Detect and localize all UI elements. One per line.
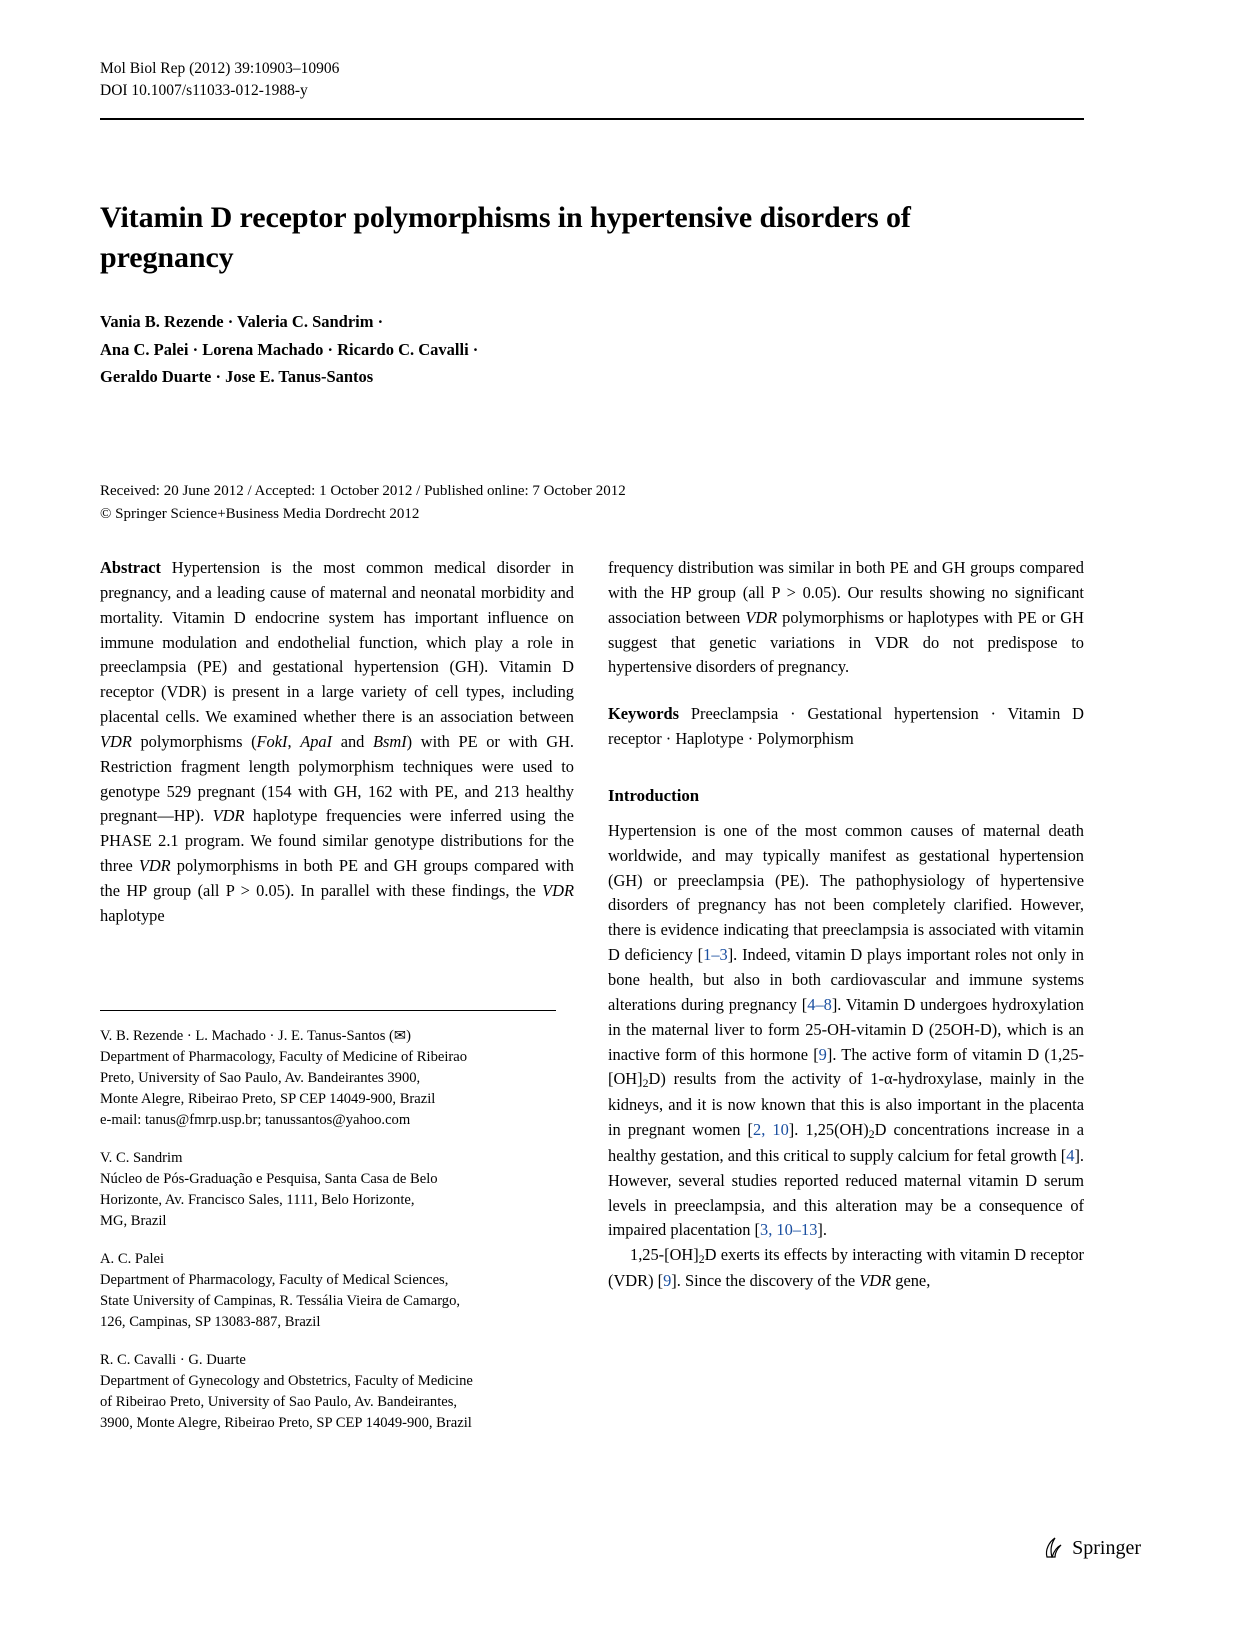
intro-text-g: D concentrations increase in a healthy gestation, and this critical to supply calcium for fetal growth [ <box>608 1120 1084 1165</box>
column-right <box>608 556 1084 1294</box>
vdr-italic: VDR <box>100 731 132 751</box>
affiliation-line: Department of Gynecology and Obstetrics, Faculty of Medicine <box>100 1373 473 1389</box>
affiliation-line: MG, Brazil <box>100 1213 167 1229</box>
intro-text-c: ]. Vitamin D undergoes hydroxylation in the maternal liver to form 25-OH-vitamin D (25OH-D), which is an inactive form of this hormone [ <box>608 994 1084 1064</box>
abstract-text-6: haplotype frequencies were inferred using the PHASE 2.1 program. We found similar genotype distributions for the three <box>100 806 574 876</box>
journal-citation: Mol Biol Rep (2012) 39:10903–10906 <box>100 60 340 77</box>
vdr-italic: VDR <box>138 856 171 876</box>
springer-logo-icon <box>1043 1536 1065 1560</box>
subscript: 2 <box>642 1076 649 1091</box>
intro2-text-c: ]. Since the discovery of the <box>671 1271 860 1291</box>
affiliation-email[interactable]: e-mail: tanus@fmrp.usp.br; tanussantos@yahoo.com <box>100 1112 411 1128</box>
bsm-italic: BsmI <box>372 731 407 751</box>
affiliation-authors: R. C. Cavalli · G. Duarte <box>100 1352 246 1368</box>
affiliation-line: State University of Campinas, R. Tessália Vieira de Camargo, <box>100 1293 461 1309</box>
journal-doi: DOI 10.1007/s11033-012-1988-y <box>100 82 308 100</box>
subscript: 2 <box>698 1252 705 1267</box>
affiliation-line: Horizonte, Av. Francisco Sales, 1111, Belo Horizonte, <box>100 1192 415 1208</box>
affiliation-item <box>100 1350 566 1434</box>
citation-link[interactable]: 4 <box>1066 1145 1075 1165</box>
keywords-text: Preeclampsia · Gestational hypertension · Vitamin D receptor · Haplotype · Polymorphism <box>608 704 1084 749</box>
fok-italic: FokI <box>256 731 288 751</box>
abstract-text-7: polymorphisms in both PE and GH groups compared with the HP group (all P > 0.05). In parallel with these findings, the <box>100 856 574 900</box>
citation-link[interactable]: 4–8 <box>807 994 832 1014</box>
copyright-line: © Springer Science+Business Media Dordrecht 2012 <box>100 506 420 523</box>
abstract-text-2: polymorphisms ( <box>131 731 257 751</box>
intro-text-i: ]. <box>817 1220 827 1240</box>
keywords-label: Keywords <box>608 704 680 724</box>
intro2-text-d: gene, <box>891 1271 931 1291</box>
abstract-continued <box>608 556 1084 680</box>
received-accepted-line: Received: 20 June 2012 / Accepted: 1 October 2012 / Published online: 7 October 2012 <box>100 483 626 499</box>
footnote-divider <box>100 1010 556 1011</box>
author-list <box>100 308 960 391</box>
intro-text-e: D) results from the activity of 1-α-hydroxylase, mainly in the kidneys, and it is now known that this is also important in the placenta in pregnant women [ <box>608 1069 1084 1140</box>
abstract-text-1: Hypertension is the most common medical disorder in pregnancy, and a leading cause of maternal and neonatal morbidity and mortality. Vitamin D endocrine system has important influence on immune modulation and endothelial function, which play a role in preeclampsia (PE) and gestational hypertension (GH). Vitamin D receptor (VDR) is present in a large variety of cell types, including placental cells. We examined whether there is an association between <box>100 558 574 727</box>
publication-dates <box>100 480 1000 527</box>
affiliation-line: Preto, University of Sao Paulo, Av. Bandeirantes 3900, <box>100 1070 421 1086</box>
intro-text-b: ]. Indeed, vitamin D plays important roles not only in bone health, but also in both cardiovascular and immune systems alterations during pregnancy [ <box>608 945 1084 1014</box>
keywords-block <box>608 702 1084 752</box>
intro-paragraph-1 <box>608 819 1084 1243</box>
subscript: 2 <box>868 1126 875 1141</box>
citation-link[interactable]: 9 <box>663 1271 672 1291</box>
citation-link[interactable]: 9 <box>818 1044 827 1064</box>
vdr-italic: VDR <box>542 880 574 900</box>
intro-text-a: Hypertension is one of the most common causes of maternal death worldwide, and may typically manifest as gestational hypertension (GH) or preeclampsia (PE). The pathophysiology of hypertensive disorders of pregnancy has not been completely clarified. However, there is evidence indicating that preeclampsia is associated with vitamin D deficiency [ <box>608 820 1084 965</box>
vdr-italic: VDR <box>745 607 778 627</box>
apa-italic: ApaI <box>300 731 333 751</box>
intro-paragraph-2 <box>608 1243 1084 1294</box>
header-divider <box>100 118 1084 120</box>
abstract-text-8: haplotype <box>100 905 165 925</box>
abstract-cont-2: polymorphisms or haplotypes with PE or GH suggest that genetic variations in VDR do not predispose to hypertensive disorders of pregnancy. <box>608 607 1084 677</box>
affiliation-line: of Ribeirao Preto, University of Sao Paulo, Av. Bandeirantes, <box>100 1394 458 1410</box>
affiliations-block <box>100 1026 566 1451</box>
publisher-name: Springer <box>1072 1536 1141 1559</box>
affiliation-item <box>100 1026 566 1131</box>
affiliation-line: 126, Campinas, SP 13083-887, Brazil <box>100 1314 321 1330</box>
intro-text-f: ]. 1,25(OH) <box>788 1120 869 1140</box>
affiliation-authors: V. B. Rezende · L. Machado · J. E. Tanus-Santos (✉) <box>100 1028 411 1044</box>
vdr-italic: VDR <box>859 1271 892 1291</box>
affiliation-authors: A. C. Palei <box>100 1251 165 1267</box>
intro2-text-a: 1,25-[OH] <box>630 1245 699 1265</box>
author-line: Geraldo Duarte · Jose E. Tanus-Santos <box>100 367 374 387</box>
column-left <box>100 556 574 929</box>
abstract-text-3: , <box>287 731 301 751</box>
affiliation-authors: V. C. Sandrim <box>100 1150 183 1166</box>
affiliation-line: Monte Alegre, Ribeirao Preto, SP CEP 14049-900, Brazil <box>100 1091 436 1107</box>
author-line: Vania B. Rezende · Valeria C. Sandrim · <box>100 312 384 331</box>
intro2-text-b: D exerts its effects by interacting with vitamin D receptor (VDR) [ <box>608 1245 1084 1291</box>
section-heading-introduction: Introduction <box>608 785 700 805</box>
affiliation-item <box>100 1148 566 1232</box>
vdr-italic: VDR <box>212 806 245 826</box>
abstract-text-4: and <box>332 731 373 751</box>
abstract-label: Abstract <box>100 558 161 577</box>
page-title: Vitamin D receptor polymorphisms in hypertensive disorders of pregnancy <box>100 201 911 274</box>
affiliation-line: Núcleo de Pós-Graduação e Pesquisa, Santa Casa de Belo <box>100 1171 438 1187</box>
abstract-text-5: ) with PE or with GH. Restriction fragment length polymorphism techniques were used to genotype 529 pregnant (154 with GH, 162 with PE, and 213 healthy pregnant—HP). <box>100 731 574 826</box>
citation-link[interactable]: 2, 10 <box>753 1120 789 1140</box>
affiliation-line: Department of Pharmacology, Faculty of Medical Sciences, <box>100 1272 449 1288</box>
intro-text-h: ]. However, several studies reported reduced maternal vitamin D serum levels in preeclampsia, and this alteration may be a consequence of impaired placentation [ <box>608 1145 1084 1240</box>
affiliation-line: Department of Pharmacology, Faculty of Medicine of Ribeirao <box>100 1049 468 1065</box>
citation-link[interactable]: 1–3 <box>703 945 728 965</box>
publisher-footer <box>1043 1536 1141 1560</box>
author-line: Ana C. Palei · Lorena Machado · Ricardo C. Cavalli · <box>100 339 479 359</box>
abstract-paragraph <box>100 556 574 929</box>
affiliation-item <box>100 1249 566 1333</box>
affiliation-line: 3900, Monte Alegre, Ribeirao Preto, SP CEP 14049-900, Brazil <box>100 1415 472 1431</box>
intro-text-d: ]. The active form of vitamin D (1,25-[OH] <box>608 1044 1084 1089</box>
abstract-cont-1: frequency distribution was similar in both PE and GH groups compared with the HP group (all P > 0.05). Our results showing no significant association between <box>608 558 1084 627</box>
citation-link[interactable]: 3, 10–13 <box>760 1220 818 1240</box>
journal-header <box>100 58 1142 103</box>
